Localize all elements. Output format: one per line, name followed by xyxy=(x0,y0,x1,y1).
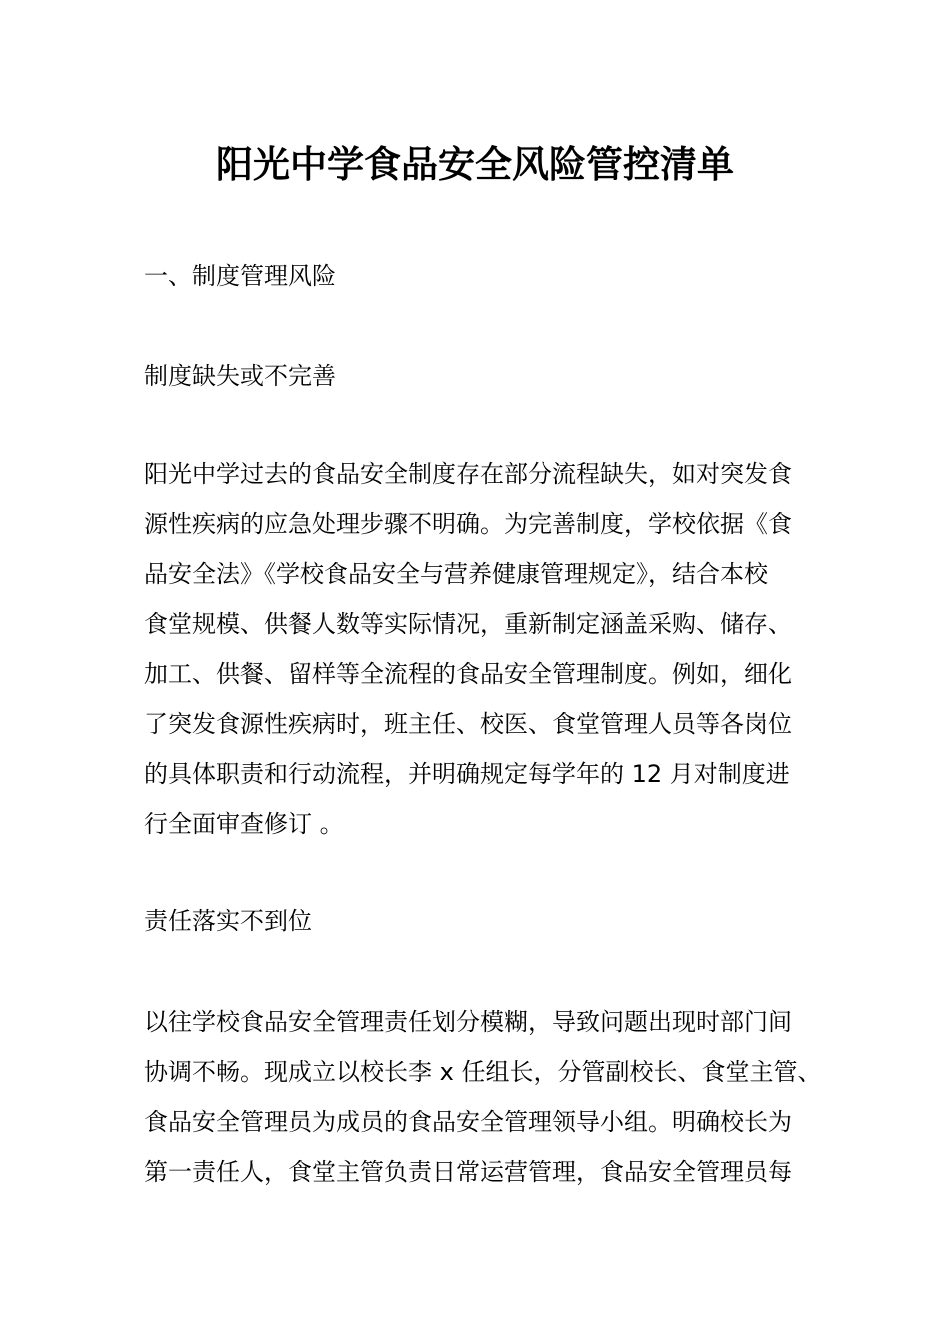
paragraph-responsibility xyxy=(144,997,821,1197)
paragraph-line: 的具体职责和行动流程，并明确规定每学年的 12 月对制度进 xyxy=(144,760,790,788)
paragraph-line: 行全面审查修订 。 xyxy=(144,810,344,838)
paragraph-line: 食堂规模、供餐人数等实际情况，重新制定涵盖采购、储存、 xyxy=(144,610,792,638)
paragraph-line: 以往学校食品安全管理责任划分模糊，导致问题出现时部门间 xyxy=(144,1008,792,1036)
paragraph-line: 加工、供餐、留样等全流程的食品安全管理制度。例如，细化 xyxy=(144,660,792,688)
subsection-heading-responsibility: 责任落实不到位 xyxy=(144,907,312,935)
section-heading-institutional-risk: 一、制度管理风险 xyxy=(144,262,336,290)
document-title: 阳光中学食品安全风险管控清单 xyxy=(216,143,734,186)
paragraph-line: 品安全法》《学校食品安全与营养健康管理规定》，结合本校 xyxy=(144,560,768,588)
paragraph-line: 阳光中学过去的食品安全制度存在部分流程缺失，如对突发食 xyxy=(144,460,792,488)
subsection-heading-system-gaps: 制度缺失或不完善 xyxy=(144,362,336,390)
paragraph-line: 源性疾病的应急处理步骤不明确。为完善制度，学校依据《食 xyxy=(144,510,792,538)
paragraph-line: 了突发食源性疾病时，班主任、校医、食堂管理人员等各岗位 xyxy=(144,710,792,738)
paragraph-line: 协调不畅。现成立以校长李 x 任组长，分管副校长、食堂主管、 xyxy=(144,1058,822,1086)
paragraph-line: 第一责任人，食堂主管负责日常运营管理，食品安全管理员每 xyxy=(144,1158,792,1186)
paragraph-line: 食品安全管理员为成员的食品安全管理领导小组。明确校长为 xyxy=(144,1108,792,1136)
paragraph-system-gaps xyxy=(144,449,792,849)
